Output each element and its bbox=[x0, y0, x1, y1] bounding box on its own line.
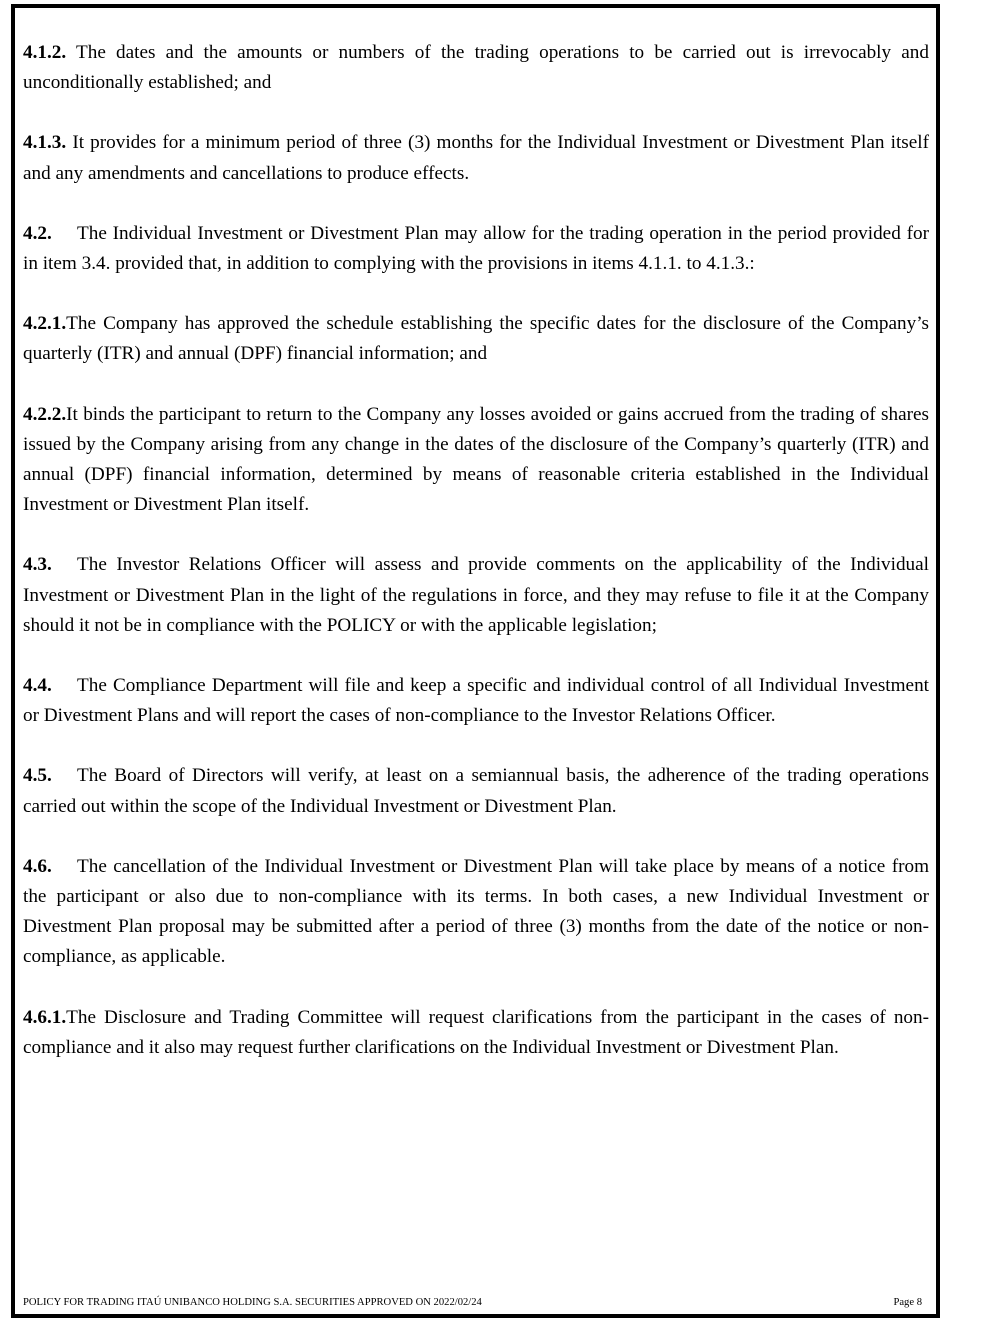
section-4-5 bbox=[23, 761, 929, 821]
footer-policy-title: POLICY FOR TRADING ITAÚ UNIBANCO HOLDING S.A. SECURITIES APPROVED ON 2022/02/24 bbox=[23, 1297, 482, 1308]
section-text: It provides for a minimum period of three (3) months for the Individual Investment or Divestment Plan itself and any amendments and cancellations to produce effects. bbox=[23, 132, 929, 184]
section-4-4 bbox=[23, 671, 929, 731]
section-4-2 bbox=[23, 219, 929, 279]
section-text: The Disclosure and Trading Committee will request clarifications from the participant in the cases of non-compliance and it also may request further clarifications on the Individual Investment or Divestment Plan. bbox=[23, 1006, 929, 1058]
section-number: 4.2. bbox=[23, 222, 52, 244]
section-text: The Compliance Department will file and keep a specific and individual control of all Individual Investment or Divestment Plans and will report the cases of non-compliance to the Investor Relations Officer. bbox=[23, 675, 929, 727]
section-number: 4.1.2. bbox=[23, 42, 67, 63]
section-number: 4.2.1. bbox=[23, 313, 67, 335]
section-text: The Company has approved the schedule establishing the specific dates for the disclosure of the Company’s quarterly (ITR) and annual (DPF) financial information; and bbox=[23, 313, 929, 365]
document-body bbox=[23, 38, 929, 1093]
section-4-1-3 bbox=[23, 128, 929, 188]
page-number: Page 8 bbox=[893, 1297, 922, 1308]
section-text: The Board of Directors will verify, at least on a semiannual basis, the adherence of the trading operations carried out within the scope of the Individual Investment or Divestment Plan. bbox=[23, 765, 929, 817]
section-number: 4.2.2. bbox=[23, 403, 67, 425]
section-4-6 bbox=[23, 852, 929, 973]
section-4-3 bbox=[23, 550, 929, 641]
section-number: 4.6.1. bbox=[23, 1006, 67, 1028]
page-footer bbox=[23, 1296, 922, 1310]
section-text: The dates and the amounts or numbers of the trading operations to be carried out is irrevocably and unconditionally established; and bbox=[23, 42, 929, 94]
section-number: 4.3. bbox=[23, 554, 52, 576]
section-text: The Individual Investment or Divestment Plan may allow for the trading operation in the period provided for in item 3.4. provided that, in addition to complying with the provisions in items 4.1.1. to 4.1.3.: bbox=[23, 222, 929, 275]
section-text: The cancellation of the Individual Investment or Divestment Plan will take place by means of a notice from the participant or also due to non-compliance with its terms. In both cases, a new Individual Investment or Divestment Plan proposal may be submitted after a period of three (3) months from the date of the notice or non-compliance, as applicable. bbox=[23, 855, 929, 968]
section-4-6-1 bbox=[23, 1003, 929, 1063]
section-4-1-2 bbox=[23, 38, 929, 98]
section-text: The Investor Relations Officer will assess and provide comments on the applicability of the Individual Investment or Divestment Plan in the light of the regulations in force, and they may refuse to file it at the Company should it not be in compliance with the POLICY or with the applicable legislation; bbox=[23, 554, 929, 636]
section-number: 4.1.3. bbox=[23, 132, 67, 154]
section-4-2-1 bbox=[23, 309, 929, 369]
document-page bbox=[11, 4, 940, 1318]
section-number: 4.5. bbox=[23, 765, 52, 787]
section-4-2-2 bbox=[23, 400, 929, 521]
section-text: It binds the participant to return to the Company any losses avoided or gains accrued from the trading of shares issued by the Company arising from any change in the dates of the disclosure of the Company’s quarterly (ITR) and annual (DPF) financial information, determined by means of reasonable criteria established in the Individual Investment or Divestment Plan itself. bbox=[23, 403, 929, 516]
section-number: 4.4. bbox=[23, 675, 52, 697]
section-number: 4.6. bbox=[23, 855, 52, 877]
